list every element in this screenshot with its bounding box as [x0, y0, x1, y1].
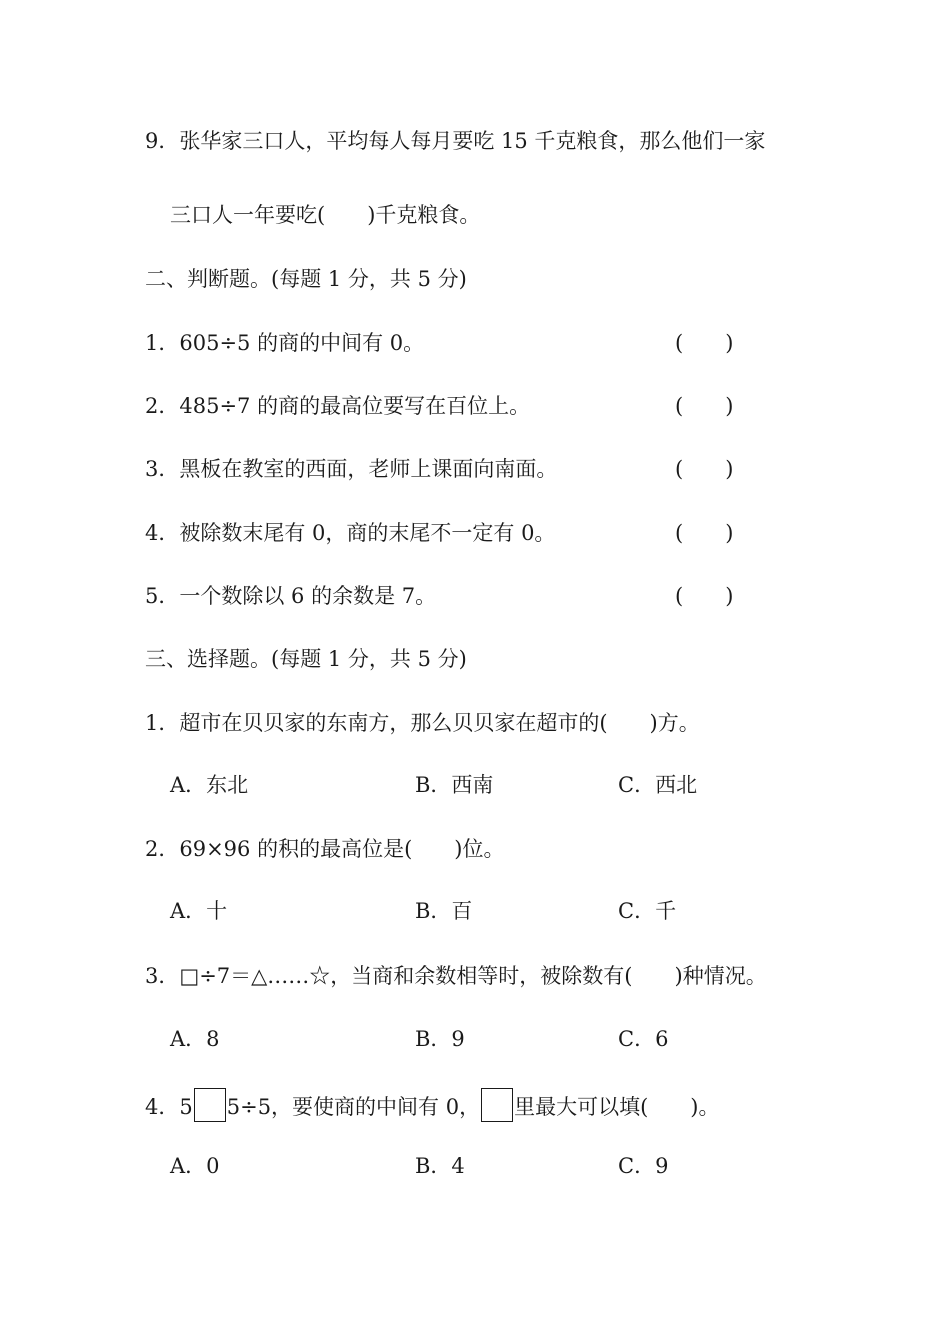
choice-2-option-a[interactable]: A．十 [170, 899, 228, 923]
judge-answer-blank-5[interactable]: ( ) [675, 584, 734, 608]
judge-item-4: 4．被除数末尾有 0，商的末尾不一定有 0。 [145, 521, 556, 545]
choice-4-option-b[interactable]: B．4 [415, 1154, 465, 1178]
question-9-line-2: 三口人一年要吃( )千克粮食。 [170, 203, 481, 227]
judge-answer-blank-3[interactable]: ( ) [675, 457, 734, 481]
judge-item-5: 5．一个数除以 6 的余数是 7。 [145, 584, 437, 608]
judge-answer-blank-4[interactable]: ( ) [675, 521, 734, 545]
judge-answer-blank-2[interactable]: ( ) [675, 394, 734, 418]
choice-question-4 [145, 1088, 719, 1122]
question-9-line-1: 9．张华家三口人，平均每人每月要吃 15 千克粮食，那么他们一家 [145, 129, 766, 153]
choice-3-option-a[interactable]: A．8 [170, 1027, 220, 1051]
choice-2-option-c[interactable]: C．千 [618, 899, 677, 923]
choice-1-option-a[interactable]: A．东北 [170, 773, 249, 797]
choice-question-4-middle: 5÷5，要使商的中间有 0， [226, 1095, 481, 1119]
choice-4-option-a[interactable]: A．0 [170, 1154, 220, 1178]
digit-box-blank [194, 1088, 226, 1122]
choice-1-option-c[interactable]: C．西北 [618, 773, 698, 797]
choice-3-option-c[interactable]: C．6 [618, 1027, 669, 1051]
judge-item-1: 1．605÷5 的商的中间有 0。 [145, 331, 425, 355]
choice-2-option-b[interactable]: B．百 [415, 899, 473, 923]
choice-question-1: 1．超市在贝贝家的东南方，那么贝贝家在超市的( )方。 [145, 711, 700, 735]
judge-item-2: 2．485÷7 的商的最高位要写在百位上。 [145, 394, 531, 418]
choice-1-option-b[interactable]: B．西南 [415, 773, 494, 797]
choice-4-option-c[interactable]: C．9 [618, 1154, 669, 1178]
choice-question-2: 2．69×96 的积的最高位是( )位。 [145, 837, 505, 861]
section-3-heading: 三、选择题。(每题 1 分，共 5 分) [145, 647, 467, 671]
section-2-heading: 二、判断题。(每题 1 分，共 5 分) [145, 267, 467, 291]
judge-answer-blank-1[interactable]: ( ) [675, 331, 734, 355]
digit-box-reference [481, 1088, 513, 1122]
choice-question-4-suffix: 里最大可以填( )。 [514, 1095, 720, 1119]
choice-question-4-prefix: 4．5 [145, 1095, 193, 1119]
choice-question-3: 3．□÷7＝△……☆，当商和余数相等时，被除数有( )种情况。 [145, 964, 767, 988]
choice-3-option-b[interactable]: B．9 [415, 1027, 465, 1051]
judge-item-3: 3．黑板在教室的西面，老师上课面向南面。 [145, 457, 558, 481]
